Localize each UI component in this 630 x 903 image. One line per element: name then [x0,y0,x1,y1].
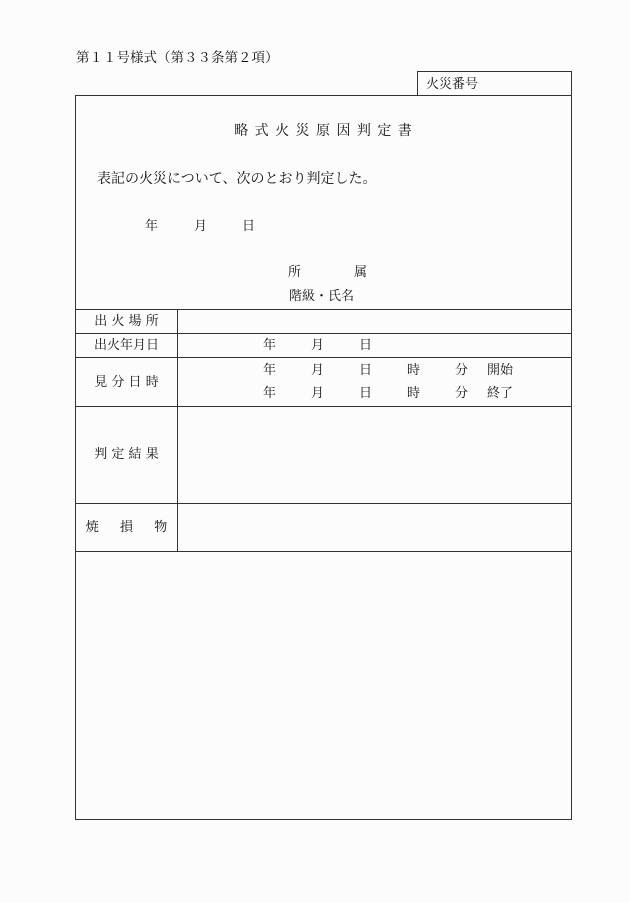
affiliation-label: 所 [288,265,302,280]
inspection-end-status: 終了 [487,386,514,401]
inspection-end-month: 月 [311,386,325,401]
main-frame [75,95,572,820]
affiliation-label-2: 属 [354,265,368,280]
fire-date-day: 日 [359,338,373,353]
inspection-start-status: 開始 [487,363,514,378]
fire-location-field[interactable] [178,310,571,332]
judgment-result-label: 判 定 結 果 [94,447,159,462]
fire-date-label: 出火年月日 [93,338,159,353]
inspection-end-day: 日 [359,386,373,401]
inspection-datetime-label: 見 分 日 時 [94,375,159,390]
fire-number-label: 火災番号 [426,77,479,92]
date-year-label: 年 [145,219,159,234]
judgment-result-field[interactable] [178,407,571,502]
inspection-start-minute: 分 [455,363,469,378]
burned-items-label: 焼 損 物 [85,520,168,535]
inspection-start-year: 年 [263,363,277,378]
burned-items-field[interactable] [178,504,571,550]
fire-location-label: 出 火 場 所 [94,314,159,329]
inspection-end-hour: 時 [407,386,421,401]
form-number: 第１１号様式（第３３条第２項） [76,50,279,66]
fire-number-box[interactable] [417,71,572,95]
fire-date-month: 月 [311,338,325,353]
inspection-start-day: 日 [359,363,373,378]
notes-area[interactable] [76,552,571,819]
date-day-label: 日 [242,219,256,234]
rank-name-label: 階級・氏名 [289,289,355,304]
statement-text: 表記の火災について、次のとおり判定した。 [97,171,377,187]
fire-date-field[interactable] [178,334,571,356]
inspection-end-year: 年 [263,386,277,401]
date-month-label: 月 [194,219,208,234]
inspection-end-minute: 分 [455,386,469,401]
document-title: 略 式 火 災 原 因 判 定 書 [234,123,413,139]
inspection-start-hour: 時 [407,363,421,378]
inspection-start-month: 月 [311,363,325,378]
fire-date-year: 年 [263,338,277,353]
inspection-datetime-field[interactable] [178,358,571,405]
